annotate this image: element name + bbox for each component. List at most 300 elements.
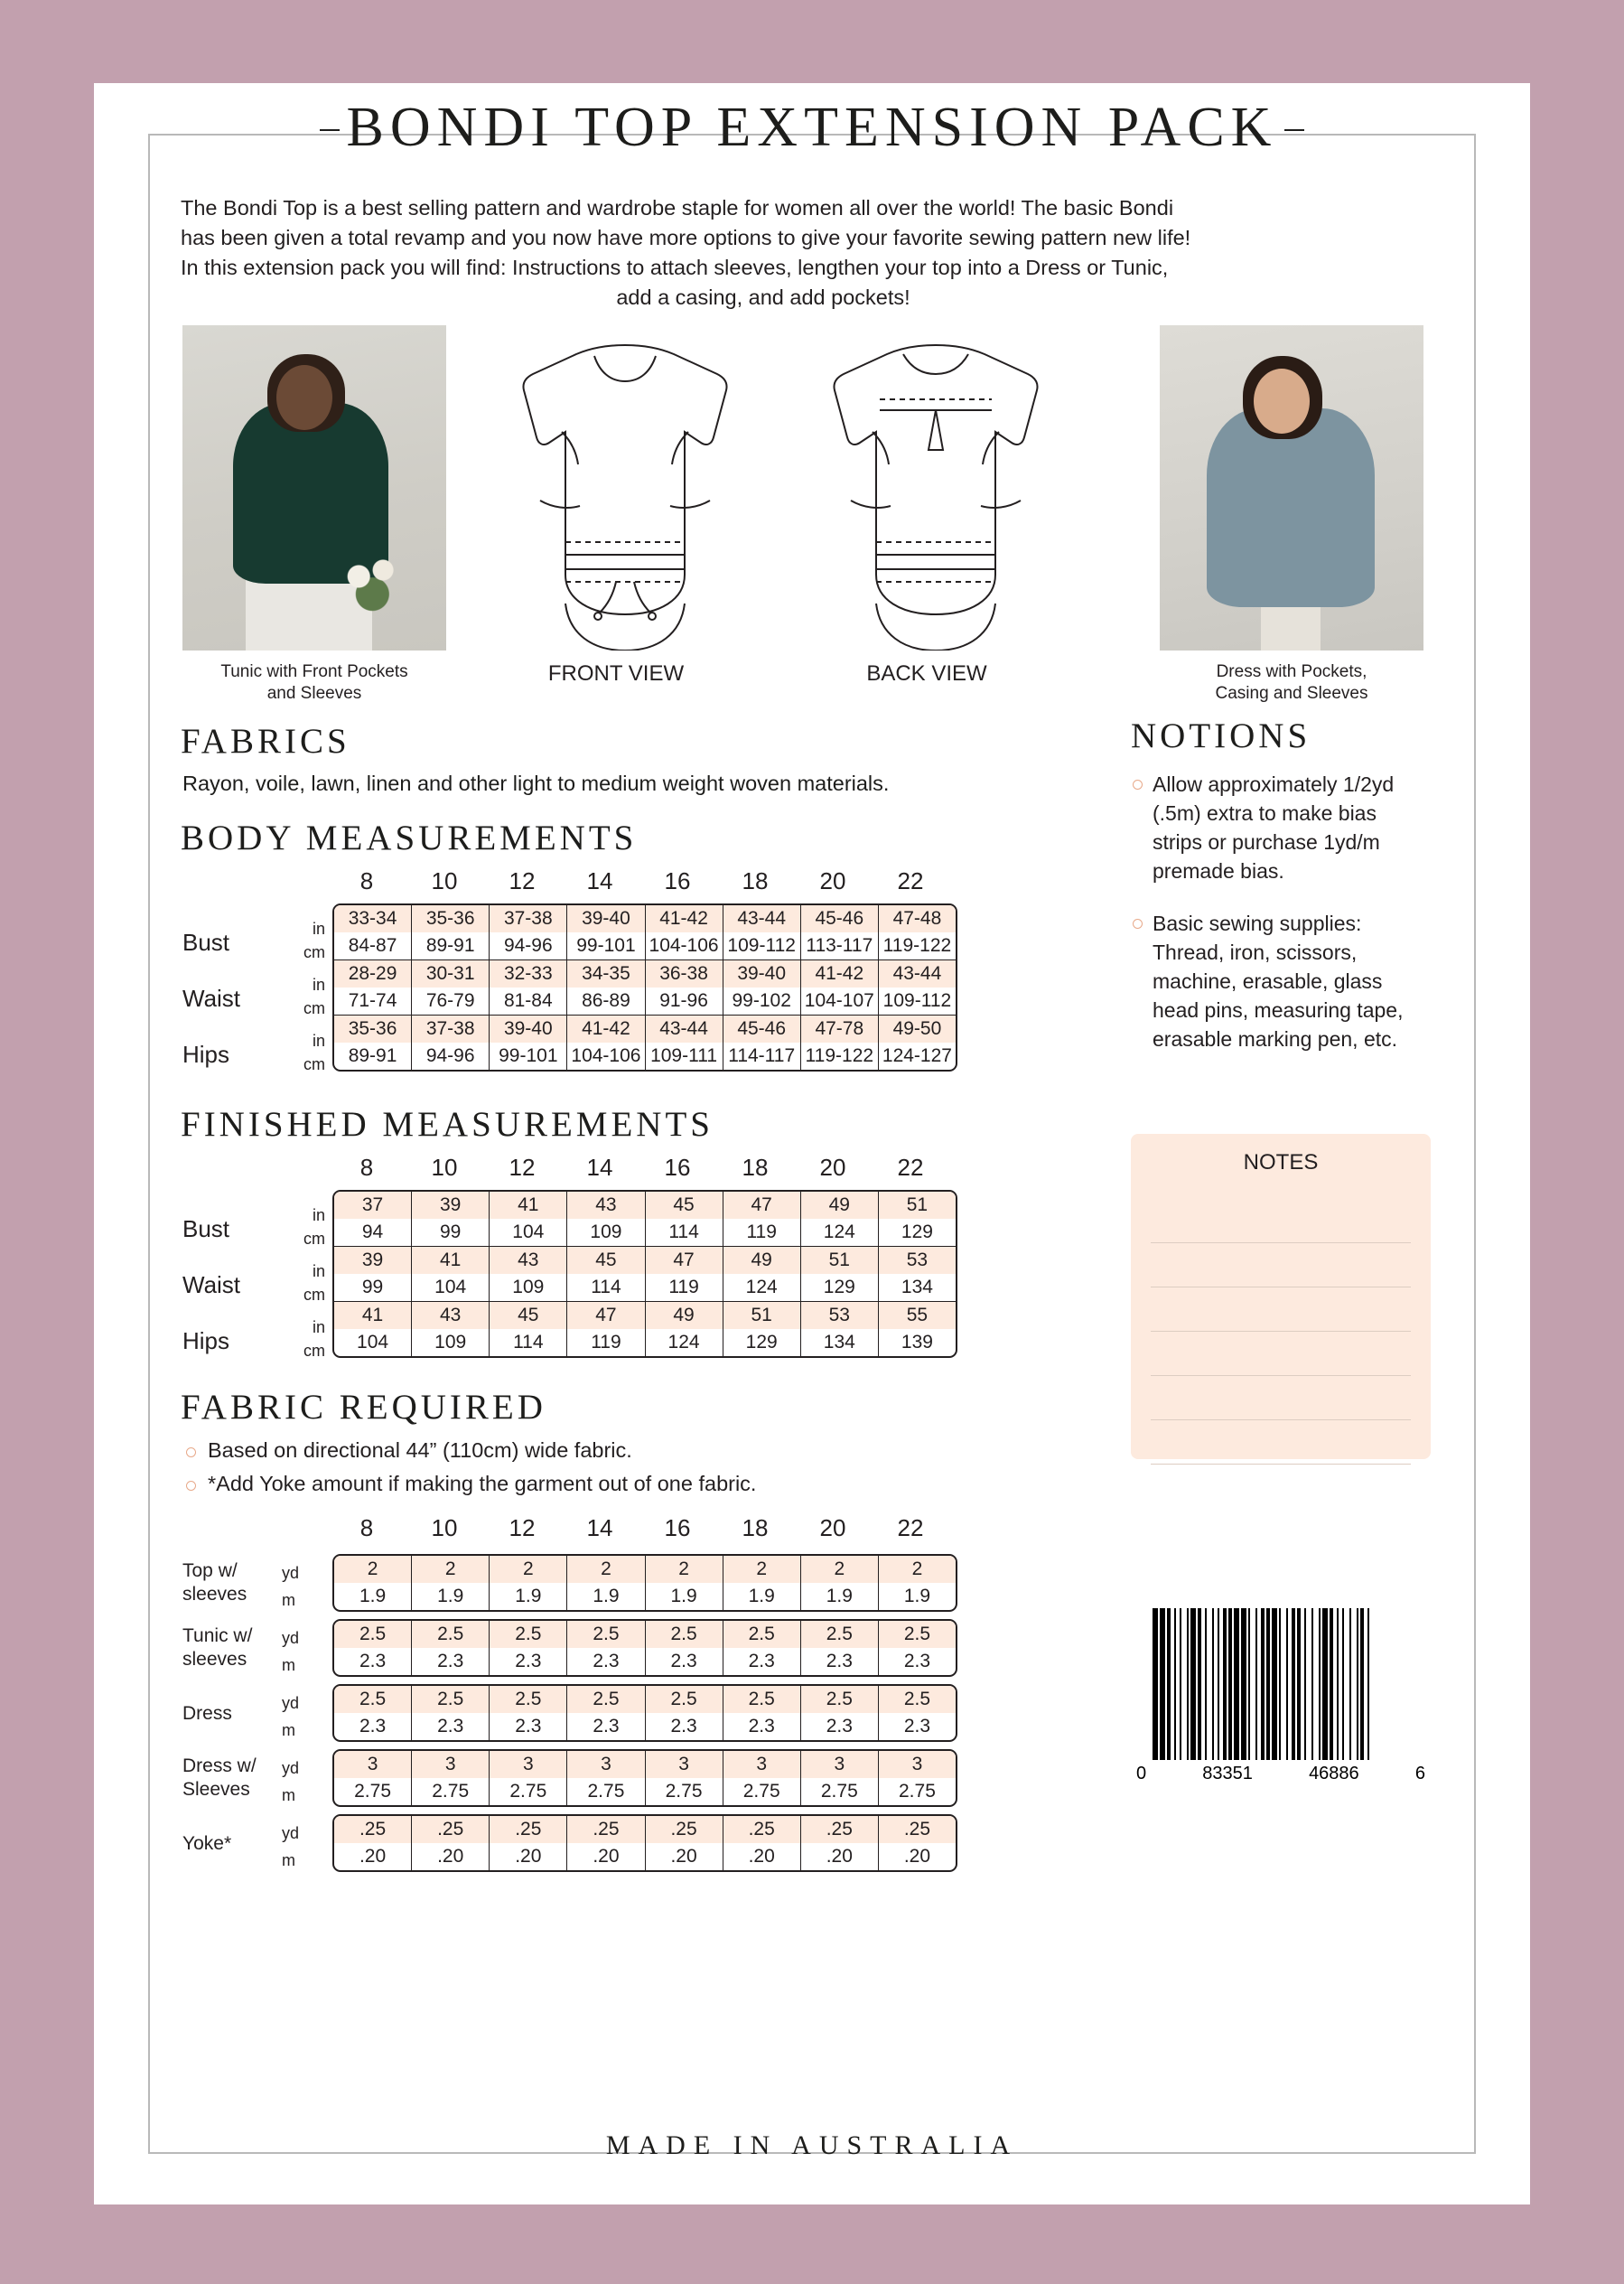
cell: 49	[801, 1192, 878, 1219]
cell: 3	[490, 1751, 566, 1778]
notes-line[interactable]	[1151, 1243, 1411, 1287]
cell: 2.5	[567, 1621, 644, 1648]
front-view-label: FRONT VIEW	[547, 661, 685, 686]
photo-tunic-caption-line-2: and Sleeves	[266, 684, 362, 703]
notions-heading: NOTIONS	[1131, 716, 1311, 755]
size-header: 12	[509, 1514, 536, 1541]
cell: 84-87	[348, 935, 397, 956]
cell: 49	[646, 1302, 723, 1329]
cell: 53	[801, 1302, 878, 1329]
table-row	[334, 1621, 956, 1675]
cell: 2.3	[437, 1651, 464, 1671]
cell: .20	[359, 1846, 387, 1867]
cell: 2	[412, 1556, 489, 1583]
cell: 124-127	[882, 1045, 952, 1066]
cell: 36-38	[646, 960, 723, 988]
cell: 124	[667, 1332, 700, 1353]
cell: 3	[412, 1751, 489, 1778]
fabrics-heading: FABRICS	[181, 722, 350, 761]
cell: 99-102	[732, 990, 791, 1011]
technical-drawing-front	[508, 332, 742, 651]
cell: 2.5	[412, 1621, 489, 1648]
cell: 99	[361, 1277, 384, 1297]
cell: 1.9	[826, 1586, 853, 1606]
intro-paragraph	[181, 193, 1346, 313]
cell: 109-112	[882, 990, 952, 1011]
unit-yd: yd	[282, 1824, 300, 1842]
cell: 2.3	[593, 1716, 620, 1736]
technical-drawing-back	[818, 332, 1053, 651]
intro-line-2: has been given a total revamp and you now have more options to give your favorite sewing pattern new life!	[181, 226, 1191, 249]
cell: 109	[512, 1277, 545, 1297]
cell: .25	[723, 1816, 800, 1843]
unit-in: in	[312, 1318, 325, 1336]
photo-dress-caption-line-1: Dress with Pockets,	[1216, 662, 1367, 681]
notes-line[interactable]	[1151, 1199, 1411, 1243]
garment-visuals	[148, 325, 1368, 703]
unit-cm: cm	[303, 999, 325, 1017]
cell: 129	[823, 1277, 855, 1297]
cell: 2.5	[334, 1621, 411, 1648]
cell: 99-101	[576, 935, 636, 956]
fabric-row-label-line2: Sleeves	[182, 1779, 250, 1800]
fabric-required-table	[182, 1514, 1095, 1876]
cell: 119	[591, 1332, 621, 1353]
cell: 124	[745, 1277, 778, 1297]
barcode-right-digit: 6	[1414, 1764, 1425, 1783]
cell: 2.5	[490, 1686, 566, 1713]
cell: 89-91	[348, 1045, 397, 1066]
cell: 41	[490, 1192, 566, 1219]
cell: 1.9	[359, 1586, 387, 1606]
cell: 2.3	[670, 1651, 697, 1671]
cell: 2.75	[432, 1781, 470, 1802]
fabric-row-yoke	[182, 1811, 1095, 1876]
back-view-label: BACK VIEW	[866, 661, 987, 686]
barcode-group-2: 46886	[1309, 1764, 1359, 1783]
cell: 2.3	[515, 1651, 542, 1671]
cell: 1.9	[903, 1586, 931, 1606]
cell: 104	[434, 1277, 467, 1297]
row-label-waist: Waist	[182, 1271, 241, 1298]
fabric-required-heading: FABRIC REQUIRED	[181, 1388, 546, 1427]
fabric-required-bullet: Based on directional 44” (110cm) wide fabric.	[182, 1438, 1086, 1463]
row-label-bust: Bust	[182, 1215, 230, 1242]
cell: .25	[879, 1816, 956, 1843]
cell: 2.3	[515, 1716, 542, 1736]
cell: 114	[668, 1222, 699, 1242]
cell: 104-106	[571, 1045, 641, 1066]
cell: 39	[412, 1192, 489, 1219]
cell: .20	[748, 1846, 775, 1867]
cell: 109	[590, 1222, 622, 1242]
size-header-row	[182, 1514, 1095, 1550]
cell: 2.3	[670, 1716, 697, 1736]
fabric-row-label-line1: Tunic w/	[182, 1625, 253, 1646]
table-row	[334, 1192, 956, 1247]
size-header: 16	[664, 1514, 691, 1541]
cell: 119	[668, 1277, 699, 1297]
cell: 43	[412, 1302, 489, 1329]
cell: 41-42	[646, 905, 723, 932]
cell: 2.5	[879, 1621, 956, 1648]
cell: 2.5	[801, 1686, 878, 1713]
unit-in: in	[312, 920, 325, 938]
cell: 2.3	[359, 1651, 387, 1671]
cell: 124	[823, 1222, 855, 1242]
cell: 3	[334, 1751, 411, 1778]
cell: 1.9	[593, 1586, 620, 1606]
fabric-row-dress-sleeves	[182, 1746, 1095, 1811]
size-header: 14	[586, 1514, 613, 1541]
cell: 2.3	[826, 1716, 853, 1736]
notes-title: NOTES	[1243, 1150, 1319, 1175]
size-header: 10	[431, 867, 458, 894]
cell: 2.5	[567, 1686, 644, 1713]
cell: 2.5	[334, 1686, 411, 1713]
barcode-bars	[1153, 1608, 1375, 1760]
intro-line-4: add a casing, and add pockets!	[616, 286, 910, 309]
cell: 99-101	[499, 1045, 558, 1066]
cell: 39	[334, 1247, 411, 1274]
size-header: 12	[509, 867, 536, 894]
fabric-row-label-line2: sleeves	[182, 1584, 247, 1605]
cell: 3	[723, 1751, 800, 1778]
table-row	[334, 1751, 956, 1805]
cell: 47	[723, 1192, 800, 1219]
row-label-bust: Bust	[182, 929, 230, 956]
fabric-row-label-line2: sleeves	[182, 1649, 247, 1670]
unit-in: in	[312, 1262, 325, 1280]
row-label-hips: Hips	[182, 1327, 230, 1354]
cell: 113-117	[806, 935, 873, 956]
cell: 2.75	[587, 1781, 625, 1802]
cell: 2.3	[748, 1651, 775, 1671]
notes-line[interactable]	[1151, 1287, 1411, 1332]
fabric-row-dress	[182, 1680, 1095, 1746]
cell: 39-40	[490, 1016, 566, 1043]
cell: 104-107	[804, 990, 874, 1011]
size-header: 12	[509, 1154, 536, 1181]
cell: 134	[901, 1277, 933, 1297]
cell: .25	[334, 1816, 411, 1843]
table-row	[334, 1556, 956, 1610]
size-header: 8	[359, 867, 374, 894]
cell: 2.5	[879, 1686, 956, 1713]
cell: .20	[593, 1846, 620, 1867]
cell: 89-91	[425, 935, 475, 956]
fabrics-text: Rayon, voile, lawn, linen and other light to medium weight woven materials.	[182, 772, 890, 795]
cell: 43-44	[723, 905, 800, 932]
intro-line-3: In this extension pack you will find: Instructions to attach sleeves, lengthen your top into a Dress or Tunic,	[181, 256, 1169, 279]
unit-cm: cm	[303, 1286, 325, 1304]
cell: 49-50	[879, 1016, 956, 1043]
cell: 1.9	[515, 1586, 542, 1606]
unit-m: m	[282, 1656, 295, 1674]
size-header: 22	[897, 867, 924, 894]
table-row	[334, 1016, 956, 1070]
row-labels	[182, 903, 343, 1075]
cell: 33-34	[334, 905, 411, 932]
photo-tunic-caption	[179, 661, 450, 705]
cell: 1.9	[437, 1586, 464, 1606]
pattern-envelope-back	[94, 83, 1530, 2204]
size-header: 20	[819, 867, 846, 894]
cell: 45	[567, 1247, 644, 1274]
cell: 51	[879, 1192, 956, 1219]
table-row	[334, 1686, 956, 1740]
cell: .20	[515, 1846, 542, 1867]
barcode	[1127, 1608, 1434, 1802]
cell: 81-84	[503, 990, 553, 1011]
cell: 2.5	[646, 1686, 723, 1713]
unit-yd: yd	[282, 1694, 300, 1712]
cell: 2.3	[826, 1651, 853, 1671]
cell: 2.75	[354, 1781, 391, 1802]
table-row	[334, 1816, 956, 1870]
cell: 1.9	[670, 1586, 697, 1606]
cell: 2.3	[748, 1716, 775, 1736]
cell: 134	[823, 1332, 855, 1353]
unit-in: in	[312, 1032, 325, 1050]
fabric-required-bullet: *Add Yoke amount if making the garment out of one fabric.	[182, 1472, 1086, 1496]
cell: 43-44	[879, 960, 956, 988]
cell: 104-106	[649, 935, 719, 956]
unit-in: in	[312, 1206, 325, 1224]
notes-line[interactable]	[1151, 1332, 1411, 1376]
cell: 114	[591, 1277, 621, 1297]
unit-m: m	[282, 1851, 295, 1869]
unit-cm: cm	[303, 943, 325, 961]
cell: 1.9	[748, 1586, 775, 1606]
cell: 2	[490, 1556, 566, 1583]
size-header: 16	[664, 867, 691, 894]
cell: 41	[334, 1302, 411, 1329]
size-header: 14	[586, 1154, 613, 1181]
cell: 129	[745, 1332, 778, 1353]
measurement-grid	[332, 1190, 957, 1358]
cell: 2.5	[723, 1686, 800, 1713]
cell: 53	[879, 1247, 956, 1274]
cell: 2.75	[509, 1781, 547, 1802]
cell: 37-38	[490, 905, 566, 932]
cell: 37-38	[412, 1016, 489, 1043]
notions-item: Basic sewing supplies: Thread, iron, scissors, machine, erasable, glass head pins, measuring tape, erasable marking pen, etc.	[1131, 909, 1429, 1053]
cell: .25	[646, 1816, 723, 1843]
size-header-row	[182, 867, 1095, 903]
cell: 71-74	[348, 990, 397, 1011]
cell: 41-42	[567, 1016, 644, 1043]
cell: 37	[334, 1192, 411, 1219]
size-header: 18	[742, 867, 769, 894]
barcode-digits	[1136, 1764, 1425, 1784]
cell: 2.5	[490, 1621, 566, 1648]
unit-cm: cm	[303, 1055, 325, 1073]
photo-tunic-front-pockets	[182, 325, 446, 651]
finished-measurements-table	[182, 1154, 1095, 1358]
fabric-row-tunic	[182, 1615, 1095, 1680]
cell: 2	[879, 1556, 956, 1583]
cell: 3	[646, 1751, 723, 1778]
size-header: 20	[819, 1154, 846, 1181]
body-measurements-table	[182, 867, 1095, 1072]
cell: 91-96	[659, 990, 708, 1011]
fabric-row-label-line1: Dress w/	[182, 1755, 257, 1776]
intro-line-1: The Bondi Top is a best selling pattern and wardrobe staple for women all over the world! The basic Bondi	[181, 196, 1174, 220]
unit-in: in	[312, 976, 325, 994]
cell: 35-36	[334, 1016, 411, 1043]
unit-cm: cm	[303, 1230, 325, 1248]
fabric-row-label-line1: Dress	[182, 1703, 232, 1724]
cell: 2	[567, 1556, 644, 1583]
cell: 114	[513, 1332, 544, 1353]
cell: 45	[646, 1192, 723, 1219]
cell: 2	[334, 1556, 411, 1583]
cell: 2	[646, 1556, 723, 1583]
unit-cm: cm	[303, 1342, 325, 1360]
cell: 2.5	[723, 1621, 800, 1648]
page-title: BONDI TOP EXTENSION PACK	[334, 96, 1291, 160]
photo-dress-caption-line-2: Casing and Sleeves	[1215, 684, 1368, 703]
cell: 41	[412, 1247, 489, 1274]
cell: 39-40	[723, 960, 800, 988]
cell: 34-35	[567, 960, 644, 988]
cell: 2.75	[665, 1781, 703, 1802]
barcode-group-1: 83351	[1202, 1764, 1253, 1783]
cell: .20	[826, 1846, 853, 1867]
row-labels	[182, 1190, 343, 1362]
cell: 76-79	[425, 990, 475, 1011]
cell: 94	[361, 1222, 384, 1242]
size-header: 20	[819, 1514, 846, 1541]
row-label-hips: Hips	[182, 1041, 230, 1068]
size-header: 14	[586, 867, 613, 894]
cell: 129	[901, 1222, 933, 1242]
made-in-australia: MADE IN AUSTRALIA	[605, 2130, 1019, 2160]
fabric-grid-row	[332, 1554, 957, 1612]
cell: .25	[567, 1816, 644, 1843]
cell: 3	[801, 1751, 878, 1778]
cell: 2.75	[742, 1781, 780, 1802]
cell: 86-89	[582, 990, 630, 1011]
size-header: 8	[359, 1154, 374, 1181]
fabric-grid-row	[332, 1684, 957, 1742]
cell: 139	[901, 1332, 933, 1353]
cell: 2.5	[646, 1621, 723, 1648]
cell: 104	[512, 1222, 545, 1242]
cell: .20	[903, 1846, 931, 1867]
cell: 109	[434, 1332, 467, 1353]
cell: 43-44	[646, 1016, 723, 1043]
cell: 41-42	[801, 960, 878, 988]
cell: 94-96	[503, 935, 553, 956]
cell: 2.75	[820, 1781, 858, 1802]
cell: 47-78	[801, 1016, 878, 1043]
cell: 119	[746, 1222, 777, 1242]
cell: .20	[437, 1846, 464, 1867]
table-row	[334, 1302, 956, 1356]
notes-line[interactable]	[1151, 1376, 1411, 1420]
cell: 104	[357, 1332, 389, 1353]
notes-line[interactable]	[1151, 1420, 1411, 1465]
cell: 2.3	[903, 1716, 931, 1736]
row-label-waist: Waist	[182, 985, 241, 1012]
photo-tunic-caption-line-1: Tunic with Front Pockets	[220, 662, 408, 681]
barcode-left-digit: 0	[1136, 1764, 1147, 1783]
cell: 47	[646, 1247, 723, 1274]
cell: 109-111	[650, 1045, 718, 1066]
cell: .25	[801, 1816, 878, 1843]
photo-dress-pockets-casing	[1160, 325, 1423, 651]
cell: 99	[440, 1222, 462, 1242]
cell: 3	[567, 1751, 644, 1778]
unit-m: m	[282, 1721, 295, 1739]
cell: 45-46	[801, 905, 878, 932]
cell: 32-33	[490, 960, 566, 988]
cell: 45	[490, 1302, 566, 1329]
table-row	[334, 1247, 956, 1302]
cell: 35-36	[412, 905, 489, 932]
fabric-row-label-line1: Top w/	[182, 1560, 238, 1581]
notions-item: Allow approximately 1/2yd (.5m) extra to make bias strips or purchase 1yd/m premade bias.	[1131, 770, 1429, 885]
cell: 119-122	[805, 1045, 874, 1066]
cell: .20	[670, 1846, 697, 1867]
cell: 45-46	[723, 1016, 800, 1043]
cell: 2.3	[903, 1651, 931, 1671]
fabric-grid-row	[332, 1814, 957, 1872]
size-header: 16	[664, 1154, 691, 1181]
cell: 3	[879, 1751, 956, 1778]
cell: 2	[801, 1556, 878, 1583]
unit-yd: yd	[282, 1564, 300, 1582]
cell: 39-40	[567, 905, 644, 932]
measurement-grid	[332, 903, 957, 1072]
cell: 51	[801, 1247, 878, 1274]
size-header: 18	[742, 1514, 769, 1541]
cell: 43	[490, 1247, 566, 1274]
fabric-row-label-line1: Yoke*	[182, 1833, 232, 1854]
cell: 51	[723, 1302, 800, 1329]
photo-dress-caption	[1156, 661, 1427, 705]
fabric-required-bullets	[182, 1438, 1086, 1505]
notes-box[interactable]	[1131, 1134, 1431, 1459]
size-header: 18	[742, 1154, 769, 1181]
cell: 2	[723, 1556, 800, 1583]
unit-m: m	[282, 1786, 295, 1804]
cell: 43	[567, 1192, 644, 1219]
cell: .25	[412, 1816, 489, 1843]
cell: 119-122	[882, 935, 952, 956]
cell: 2.5	[412, 1686, 489, 1713]
cell: 2.3	[593, 1651, 620, 1671]
page-title-row	[94, 96, 1530, 160]
size-header: 22	[897, 1514, 924, 1541]
table-row	[334, 960, 956, 1016]
body-measurements-heading: BODY MEASUREMENTS	[181, 819, 638, 857]
notes-write-lines[interactable]	[1151, 1199, 1411, 1465]
cell: 2.3	[437, 1716, 464, 1736]
cell: 47	[567, 1302, 644, 1329]
size-header: 8	[359, 1514, 374, 1541]
fabric-row-top	[182, 1550, 1095, 1615]
cell: 47-48	[879, 905, 956, 932]
size-header-row	[182, 1154, 1095, 1190]
cell: 2.75	[899, 1781, 936, 1802]
cell: 2.5	[801, 1621, 878, 1648]
cell: 30-31	[412, 960, 489, 988]
unit-m: m	[282, 1591, 295, 1609]
cell: 28-29	[334, 960, 411, 988]
